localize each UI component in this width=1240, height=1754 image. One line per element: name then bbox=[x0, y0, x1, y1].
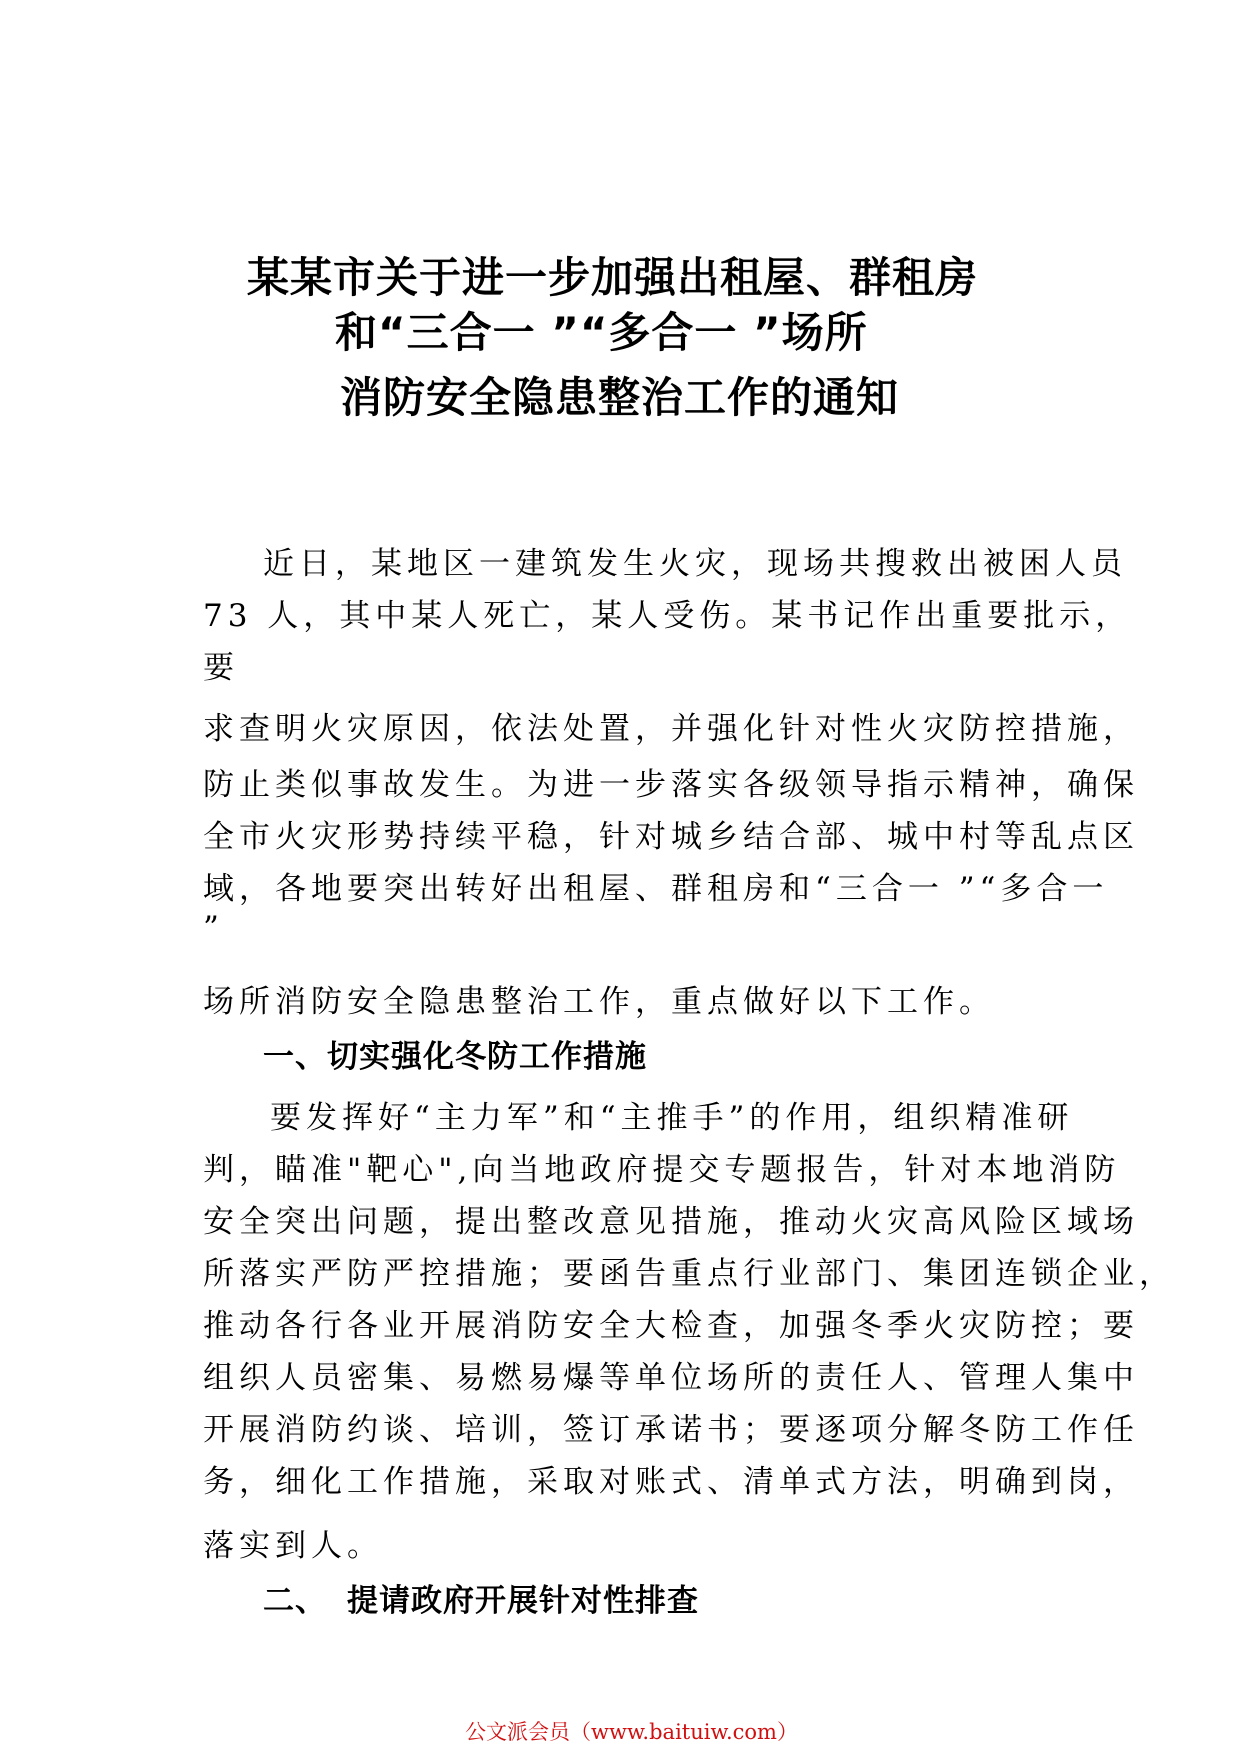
intro-line-6: 全市火灾形势持续平稳，针对城乡结合部、城中村等乱点区 bbox=[203, 819, 1139, 855]
section-1-line-1: 要发挥好“主力军”和“主推手”的作用，组织精准研 bbox=[270, 1100, 1074, 1136]
section-1-line-7: 开展消防约谈、培训，签订承诺书；要逐项分解冬防工作任 bbox=[203, 1412, 1139, 1448]
section-1-line-6: 组织人员密集、易燃易爆等单位场所的责任人、管理人集中 bbox=[203, 1360, 1139, 1396]
intro-line-1: 近日，某地区一建筑发生火灾，现场共搜救出被困人员 bbox=[263, 546, 1127, 582]
section-2-heading: 提请政府开展针对性排查 bbox=[347, 1583, 699, 1619]
intro-line-4: 求查明火灾原因，依法处置，并强化针对性火灾防控措施， bbox=[203, 711, 1139, 747]
intro-line-5: 防止类似事故发生。为进一步落实各级领导指示精神，确保 bbox=[203, 767, 1139, 803]
section-1-line-2: 判，瞄准"靶心",向当地政府提交专题报告，针对本地消防 bbox=[203, 1152, 1121, 1188]
section-1-line-5: 推动各行各业开展消防安全大检查，加强冬季火灾防控；要 bbox=[203, 1308, 1139, 1344]
intro-line-2: 73 人，其中某人死亡，某人受伤。某书记作出重要批示， bbox=[203, 598, 1132, 634]
document-title-line-1: 某某市关于进一步加强出租屋、群租房 bbox=[247, 253, 979, 302]
section-1-line-8: 务，细化工作措施，采取对账式、清单式方法，明确到岗， bbox=[203, 1464, 1139, 1500]
section-1-line-9: 落实到人。 bbox=[203, 1528, 383, 1564]
intro-line-7: 域，各地要突出转好出租屋、群租房和“三合一 ”“多合一 bbox=[203, 871, 1109, 907]
intro-line-8: ” bbox=[203, 910, 224, 946]
section-1-heading: 一、切实强化冬防工作措施 bbox=[263, 1039, 647, 1075]
document-title-line-2: 和“三合一 ”“多合一 ”场所 bbox=[335, 308, 868, 357]
intro-line-9: 场所消防安全隐患整治工作，重点做好以下工作。 bbox=[203, 984, 995, 1020]
intro-line-3: 要 bbox=[203, 650, 239, 686]
section-1-line-3: 安全突出问题，提出整改意见措施，推动火灾高风险区域场 bbox=[203, 1204, 1139, 1240]
section-2-number: 二、 bbox=[263, 1583, 327, 1619]
footer-watermark-link[interactable]: 公文派会员（www.baituiw.com） bbox=[465, 1720, 798, 1744]
section-1-line-4: 所落实严防严控措施；要函告重点行业部门、集团连锁企业， bbox=[203, 1256, 1175, 1292]
document-title-line-3: 消防安全隐患整治工作的通知 bbox=[340, 373, 900, 422]
